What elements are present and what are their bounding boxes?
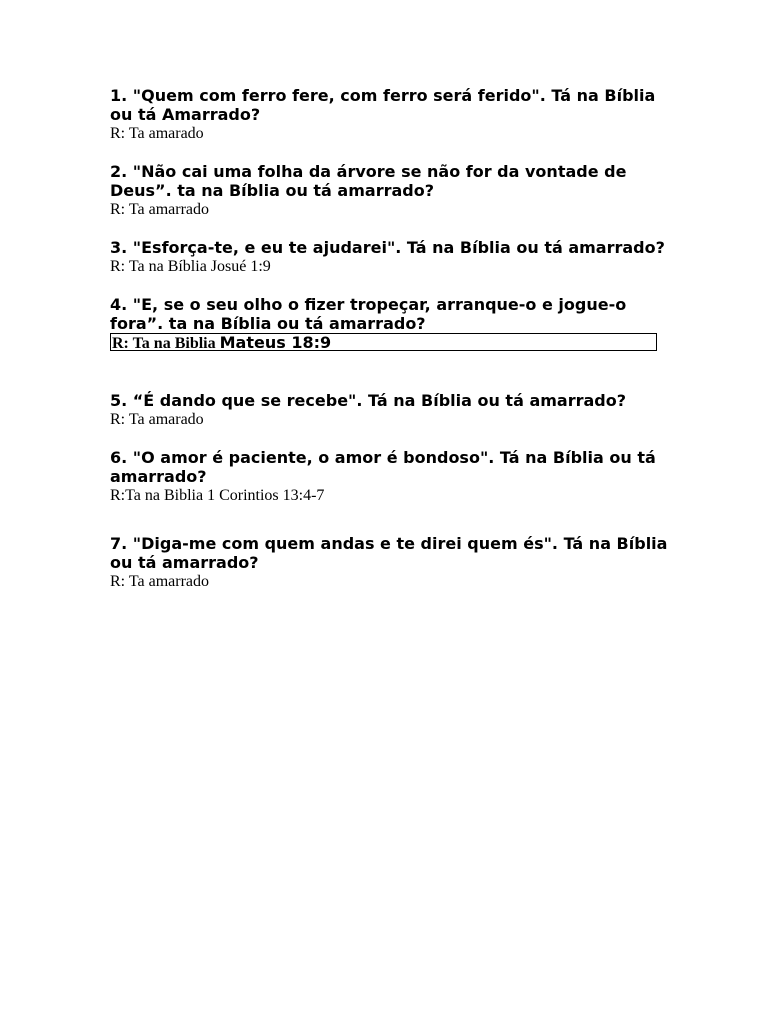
quiz-item-6 bbox=[110, 448, 670, 506]
quiz-item-5 bbox=[110, 391, 670, 430]
question-2: 2. "Não cai uma folha da árvore se não for da vontade de Deus”. ta na Bíblia ou tá amarrado? bbox=[110, 162, 627, 200]
answer-2: R: Ta amarrado bbox=[110, 201, 209, 218]
question-5: 5. “É dando que se recebe". Tá na Bíblia ou tá amarrado? bbox=[110, 391, 627, 410]
question-4: 4. "E, se o seu olho o fizer tropeçar, arranque-o e jogue-o fora”. ta na Bíblia ou tá amarrado? bbox=[110, 295, 627, 333]
question-6: 6. "O amor é paciente, o amor é bondoso". Tá na Bíblia ou tá amarrado? bbox=[110, 448, 656, 486]
answer-4-box bbox=[110, 333, 657, 351]
quiz-item-7 bbox=[110, 534, 670, 592]
answer-3: R: Ta na Bíblia Josué 1:9 bbox=[110, 258, 271, 275]
quiz-item-2 bbox=[110, 162, 670, 220]
answer-4-reference: Mateus 18:9 bbox=[219, 333, 332, 352]
question-1: 1. "Quem com ferro fere, com ferro será ferido". Tá na Bíblia ou tá Amarrado? bbox=[110, 86, 656, 124]
quiz-content bbox=[110, 86, 670, 592]
answer-7: R: Ta amarrado bbox=[110, 573, 209, 590]
answer-6: R:Ta na Biblia 1 Corintios 13:4-7 bbox=[110, 487, 325, 504]
answer-4-prefix: R: Ta na Biblia bbox=[112, 335, 216, 352]
quiz-item-4 bbox=[110, 295, 670, 351]
question-3: 3. "Esforça-te, e eu te ajudarei". Tá na Bíblia ou tá amarrado? bbox=[110, 238, 665, 257]
answer-5: R: Ta amarado bbox=[110, 411, 204, 428]
quiz-item-3 bbox=[110, 238, 670, 277]
answer-1: R: Ta amarado bbox=[110, 125, 204, 142]
question-7: 7. "Diga-me com quem andas e te direi quem és". Tá na Bíblia ou tá amarrado? bbox=[110, 534, 668, 572]
quiz-item-1 bbox=[110, 86, 670, 144]
